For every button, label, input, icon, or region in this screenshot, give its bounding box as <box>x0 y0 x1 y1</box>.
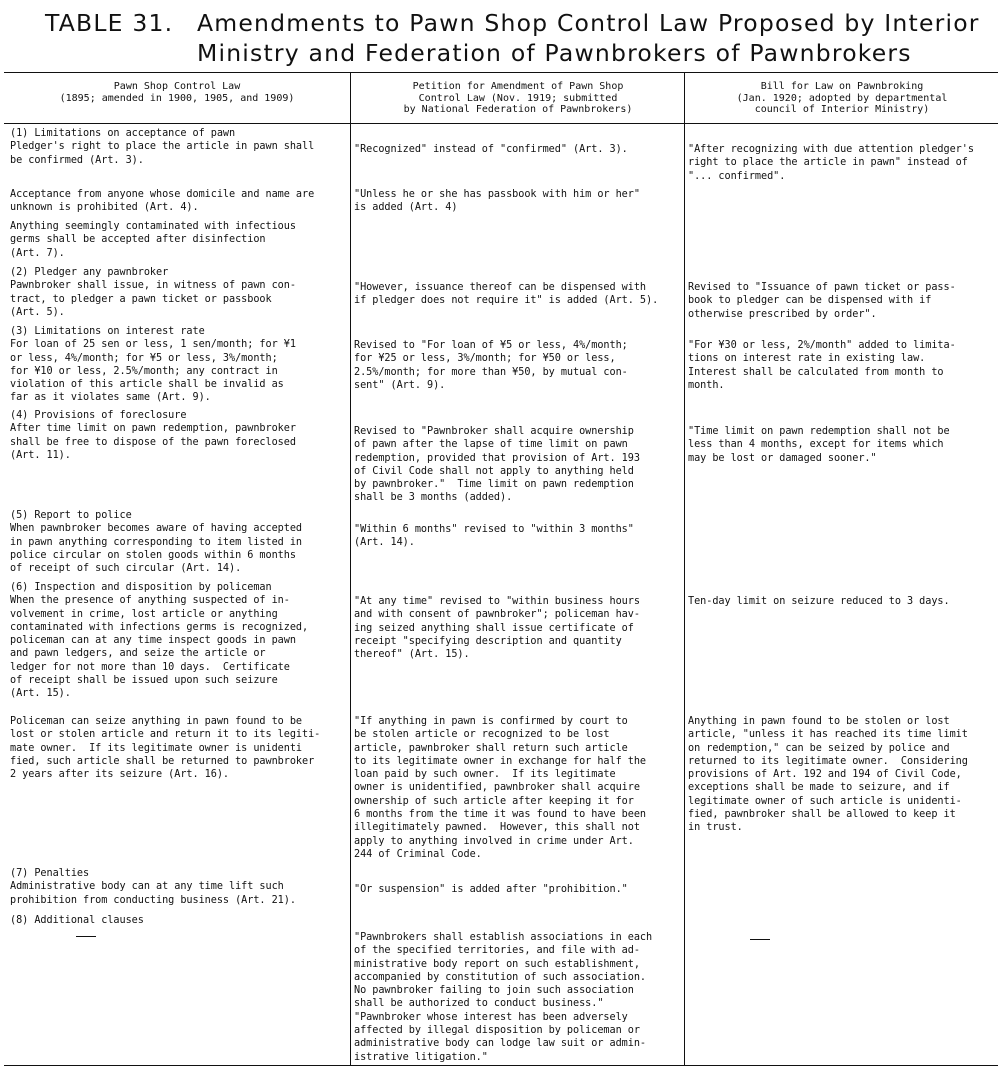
row-8-bill: Ten-day limit on seizure reduced to 3 days. <box>688 596 950 607</box>
row-3-current-law: Anything seemingly contaminated with infectious germs shall be accepted after disinfection (Art. 7). <box>10 221 296 259</box>
row-2-petition: "Unless he or she has passbook with him or her" is added (Art. 4) <box>354 189 640 214</box>
row-10-current-law: (7) Penalties Administrative body can at any time lift such prohibition from conducting business (Art. 21). <box>10 868 296 906</box>
row-9-bill: Anything in pawn found to be stolen or lost article, "unless it has reached its time limit on redemption," can be seized by police and returned to its legitimate owner. Considering provisions of Art. 192 and 194 of Civil Code, exceptions shall be made to seizure, and if legitimate owner of such article is unidenti- fied, pawnbroker shall be allowed to keep it in trust. <box>688 716 968 834</box>
header-petition-for-amendment: Petition for Amendment of Pawn Shop Control Law (Nov. 1919; submitted by National Federation of Pawnbrokers) <box>403 81 633 115</box>
row-9-current-law: Policeman can seize anything in pawn found to be lost or stolen article and return it to its legiti- mate owner. If its legitimate owner is unidenti fied, such article shall be returned to pawnbroker 2 years after its seizure (Art. 16). <box>10 716 321 781</box>
header-pawn-shop-control-law: Pawn Shop Control Law (1895; amended in 1900, 1905, and 1909) <box>59 81 295 104</box>
title-line-2: Ministry and Federation of Pawnbrokers of Pawnbrokers <box>197 39 912 67</box>
row-6-current-law: (4) Provisions of foreclosure After time limit on pawn redemption, pawnbroker shall be free to dispose of the pawn foreclosed (Art. 11). <box>10 410 296 461</box>
amendments-table <box>4 72 998 1066</box>
table-number: TABLE 31. <box>45 9 174 37</box>
row-2-current-law: Acceptance from anyone whose domicile and name are unknown is prohibited (Art. 4). <box>10 189 315 214</box>
row-4-current-law: (2) Pledger any pawnbroker Pawnbroker shall issue, in witness of pawn con- tract, to pledger a pawn ticket or passbook (Art. 5). <box>10 267 296 318</box>
row-8-petition: "At any time" revised to "within business hours and with consent of pawnbroker"; policeman hav- ing seized anything shall issue certificate of receipt "specifying description and quantity thereof" (Art. 15). <box>354 596 640 661</box>
empty-entry-dash <box>76 936 96 937</box>
column-divider <box>350 73 351 1065</box>
header-divider <box>4 123 998 124</box>
row-11-petition: "Pawnbrokers shall establish associations in each of the specified territories, and file with ad- ministrative body report on such establishment, accompanied by constitution of such association. No pawnbroker failing to join such association shall be authorized to conduct business." "Pawnbroker whose interest has been adversely affected by illegal disposition by policeman or administrative body can lodge law suit or admin- istrative litigation." <box>354 932 653 1063</box>
title-line-1: Amendments to Pawn Shop Control Law Proposed by Interior <box>197 9 980 37</box>
row-1-current-law: (1) Limitations on acceptance of pawn Pledger's right to place the article in pawn shall be confirmed (Art. 3). <box>10 128 315 166</box>
row-6-petition: Revised to "Pawnbroker shall acquire ownership of pawn after the lapse of time limit on pawn redemption, provided that provision of Art. 193 of Civil Code shall not apply to anything held by pawnbroker." Time limit on pawn redemption shall be 3 months (added). <box>354 426 640 504</box>
header-bill-for-law: Bill for Law on Pawnbroking (Jan. 1920; adopted by departmental council of Interior Ministry) <box>736 81 948 115</box>
row-7-petition: "Within 6 months" revised to "within 3 months" (Art. 14). <box>354 524 634 549</box>
row-7-current-law: (5) Report to police When pawnbroker becomes aware of having accepted in pawn anything corresponding to item listed in police circular on stolen goods within 6 months of receipt of such circular (Art. 14). <box>10 510 303 575</box>
column-divider <box>684 73 685 1065</box>
row-4-petition: "However, issuance thereof can be dispensed with if pledger does not require it" is added (Art. 5). <box>354 282 659 307</box>
row-8-current-law: (6) Inspection and disposition by policeman When the presence of anything suspected of in- volvement in crime, lost article or anything contaminated with infections germs is recognized, policeman can at any time inspect goods in pawn and pawn ledgers, and seize the article or ledger for not more than 10 days. Certificate of receipt shall be issued upon such seizure (Art. 15). <box>10 582 309 700</box>
empty-entry-dash <box>750 939 770 940</box>
row-10-petition: "Or suspension" is added after "prohibition." <box>354 884 628 895</box>
row-4-bill: Revised to "Issuance of pawn ticket or pass- book to pledger can be dispensed with if otherwise prescribed by order". <box>688 282 956 320</box>
row-9-petition: "If anything in pawn is confirmed by court to be stolen article or recognized to be lost article, pawnbroker shall return such article to its legitimate owner in exchange for half the loan paid by such owner. If its legitimate owner is unidentified, pawnbroker shall acquire ownership of such article after keeping it for 6 months from the time it was found to have been illegitimately pawned. However, this shall not apply to anything involved in crime under Art. 244 of Criminal Code. <box>354 716 647 860</box>
row-5-petition: Revised to "For loan of ¥5 or less, 4%/month; for ¥25 or less, 3%/month; for ¥50 or less, 2.5%/month; for more than ¥50, by mutual con- sent" (Art. 9). <box>354 340 628 391</box>
row-11-current-law: (8) Additional clauses <box>10 915 144 926</box>
table-title <box>45 8 995 68</box>
row-1-petition: "Recognized" instead of "confirmed" (Art. 3). <box>354 144 628 155</box>
row-6-bill: "Time limit on pawn redemption shall not be less than 4 months, except for items which may be lost or damaged sooner." <box>688 426 950 464</box>
row-1-bill: "After recognizing with due attention pledger's right to place the article in pawn" instead of "... confirmed". <box>688 144 974 182</box>
row-5-bill: "For ¥30 or less, 2%/month" added to limita- tions on interest rate in existing law. Interest shall be calculated from month to month. <box>688 340 956 391</box>
row-5-current-law: (3) Limitations on interest rate For loan of 25 sen or less, 1 sen/month; for ¥1 or less, 4%/month; for ¥5 or less, 3%/month; for ¥10 or less, 2.5%/month; any contract in violation of this article shall be invalid as far as it violates same (Art. 9). <box>10 326 296 404</box>
